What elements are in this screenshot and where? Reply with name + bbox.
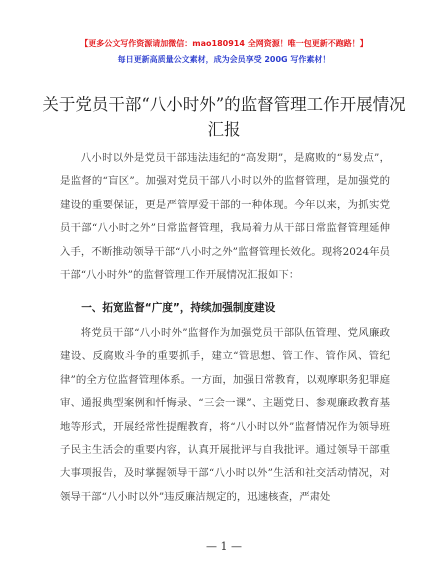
- promo-banner-blue: 每日更新高质量公文素材，成为会员享受 200G 写作素材！: [117, 55, 331, 64]
- body-paragraph: 将党员干部“八小时外”监督作为加强党员干部队伍管理、党风廉政建设、反腐败斗争的重要抓手，建立“管思想、管工作、管作风、管纪律”的全方位监督管理体系。一方面，加强日常教育，以观摩职务犯罪庭审、通报典型案例和忏悔录、“三会一课”、主题党日、参观廉政教育基地等形式，开展经常性提醒教育，将“八小时以外”监督情况作为领导班子民主生活会的重要内容，认真开展批评与自我批评。通过领导干部重大事项报告，及时掌握领导干部“八小时以外”生活和社交活动情况，对领导干部“八小时以外”违反廉洁规定的，迅速核查，严肃处: [60, 327, 390, 503]
- intro-paragraph: 八小时以外是党员干部违法违纪的“高发期”，是腐败的“易发点”，是监督的“盲区”。加强对党员干部八小时以外的监督管理，是加强党的建设的重要保证，更是严管厚爱干部的一种体现。今年以来，为抓实党员干部“八小时之外”日常监督管理，我局着力从干部日常监督管理延伸入手，不断推动领导干部“八小时之外”监督管理长效化。现将2024年员干部“八小时外”的监督管理工作开展情况汇报如下：: [60, 152, 390, 282]
- page-number: — 1 —: [206, 540, 242, 553]
- document-title: 关于党员干部“八小时外”的监督管理工作开展情况汇报: [42, 95, 406, 139]
- promo-banner-red: 【更多公文写作资源请加微信：mao180914 全网资源！唯一包更新不跑路！】: [80, 39, 368, 48]
- section-heading: 一、拓宽监督“广度”，持续加强制度建设: [81, 302, 276, 314]
